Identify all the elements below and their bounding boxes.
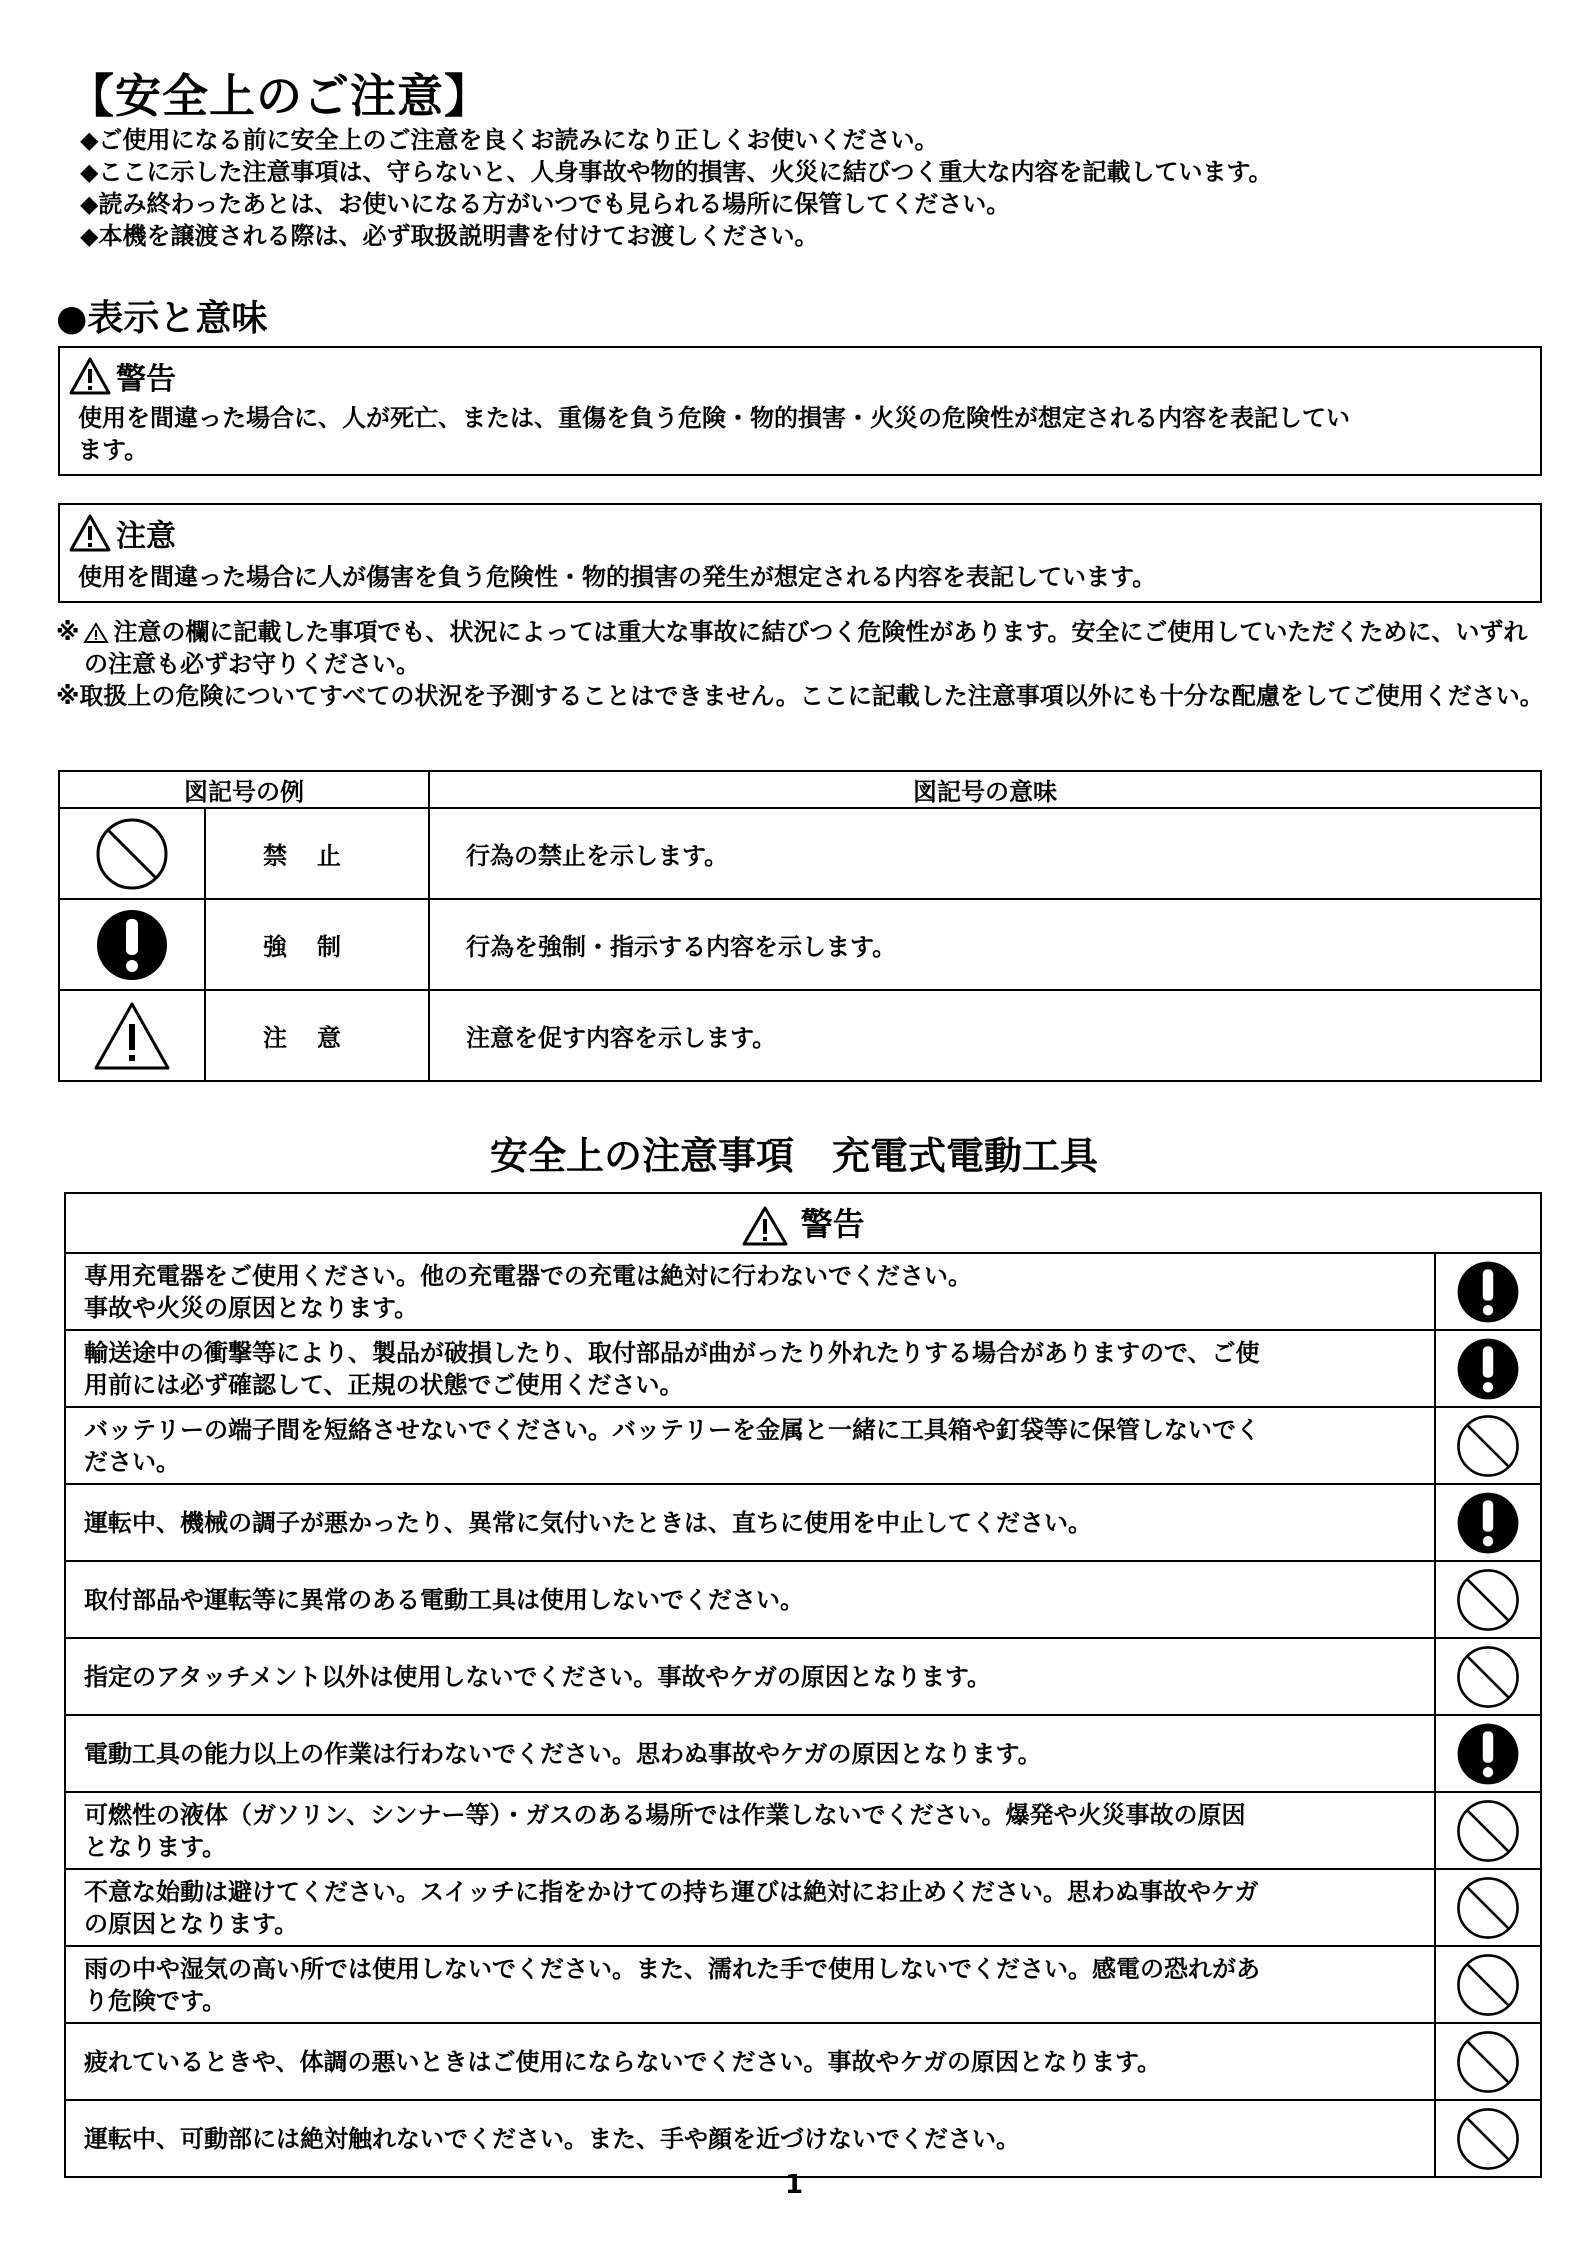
prohibition-icon xyxy=(1455,1952,1521,2018)
mandatory-icon xyxy=(1455,1490,1521,1556)
warning-definition-box xyxy=(58,346,1542,476)
mandatory-icon xyxy=(1455,1721,1521,1787)
symbol-desc: 注意を促す内容を示します。 xyxy=(429,990,1541,1081)
table-row xyxy=(65,1330,1541,1407)
header-example: 図記号の例 xyxy=(59,771,429,808)
text-line: 指定のアタッチメント以外は使用しないでください。事故やケガの原因となります。 xyxy=(84,1662,991,1691)
caution-triangle-icon xyxy=(741,1205,789,1247)
text-line: 輸送途中の衝撃等により、製品が破損したり、取付部品が曲がったり外れたりする場合がありますので、ご使 xyxy=(84,1338,1260,1367)
caution-heading-label: 注意 xyxy=(116,519,176,554)
prohibition-icon xyxy=(1455,1644,1521,1710)
caution-definition-text: 使用を間違った場合に人が傷害を負う危険性・物的損害の発生が想定される内容を表記しています。 xyxy=(78,563,1157,591)
page-number: 1 xyxy=(784,2170,804,2200)
table-row xyxy=(65,2100,1541,2177)
warning-symbol-cell xyxy=(1435,1946,1541,2023)
text-line: 雨の中や湿気の高い所では使用しないでください。また、濡れた手で使用しないでください。感電の恐れがあ xyxy=(84,1954,1260,1983)
warning-symbol-cell xyxy=(1435,1715,1541,1792)
table-row xyxy=(59,808,1541,899)
note-text: 注意の欄に記載した事項でも、状況によっては重大な事故に結びつく危険性があります。安全にご使用していただくために、いずれの注意も必ずお守りください。 xyxy=(84,618,1528,678)
symbol-desc: 行為の禁止を示します。 xyxy=(429,808,1541,899)
text-line: 電動工具の能力以上の作業は行わないでください。思わぬ事故やケガの原因となります。 xyxy=(84,1739,1042,1768)
warning-symbol-cell xyxy=(1435,2023,1541,2100)
warning-text xyxy=(65,1946,1435,2023)
prohibition-icon xyxy=(1455,1567,1521,1633)
text-line: 専用充電器をご使用ください。他の充電器での充電は絶対に行わないでください。 xyxy=(84,1261,972,1290)
mandatory-icon xyxy=(94,907,170,983)
note-1 xyxy=(56,616,1546,680)
intro-item: ◆読み終わったあとは、お使いになる方がいつでも見られる場所に保管してください。 xyxy=(80,190,1011,218)
warning-text xyxy=(65,1638,1435,1715)
warning-text xyxy=(65,1561,1435,1638)
text-line: 可燃性の液体（ガソリン、シンナー等）・ガスのある場所では作業しないでください。爆発や火災事故の原因 xyxy=(84,1800,1246,1829)
symbol-label: 注意 xyxy=(205,990,429,1081)
caution-heading xyxy=(68,511,176,555)
warning-text xyxy=(65,1253,1435,1330)
symbol-table xyxy=(58,770,1542,1082)
symbol-cell xyxy=(59,808,205,899)
warning-symbol-cell xyxy=(1435,1638,1541,1715)
intro-item: ◆ここに示した注意事項は、守らないと、人身事故や物的損害、火災に結びつく重大な内容を記載しています。 xyxy=(80,158,1273,186)
text-line: 使用を間違った場合に、人が死亡、または、重傷を負う危険・物的損害・火災の危険性が想定される内容を表記してい xyxy=(78,404,1350,432)
warning-heading xyxy=(68,354,176,398)
symbol-desc: 行為を強制・指示する内容を示します。 xyxy=(429,899,1541,990)
prohibition-icon xyxy=(1455,2029,1521,2095)
warning-symbol-cell xyxy=(1435,1561,1541,1638)
header-meaning: 図記号の意味 xyxy=(429,771,1541,808)
symbol-cell xyxy=(59,990,205,1081)
main-heading: 安全上の注意事項 充電式電動工具 xyxy=(489,1134,1098,1178)
page-title: 【安全上のご注意】 xyxy=(68,69,491,123)
symbol-cell xyxy=(59,899,205,990)
table-row xyxy=(65,1946,1541,2023)
caution-triangle-icon xyxy=(68,513,112,553)
warning-symbol-cell xyxy=(1435,1253,1541,1330)
prohibition-icon xyxy=(1455,2106,1521,2172)
warning-text xyxy=(65,1330,1435,1407)
warning-text xyxy=(65,1715,1435,1792)
warning-symbol-cell xyxy=(1435,2100,1541,2177)
table-row xyxy=(65,1561,1541,1638)
intro-list xyxy=(80,124,1273,252)
warning-text xyxy=(65,2023,1435,2100)
warning-text xyxy=(65,2100,1435,2177)
mandatory-icon xyxy=(1455,1259,1521,1325)
table-row xyxy=(65,1253,1541,1330)
caution-definition-box xyxy=(58,503,1542,603)
caution-triangle-icon xyxy=(68,356,112,396)
warning-text xyxy=(65,1792,1435,1869)
warning-table xyxy=(64,1192,1542,2178)
text-line: 運転中、可動部には絶対触れないでください。また、手や顔を近づけないでください。 xyxy=(84,2124,1020,2153)
note-2: ※取扱上の危険についてすべての状況を予測することはできません。ここに記載した注意事項以外にも十分な配慮をしてご使用ください。 xyxy=(56,682,1544,710)
table-row xyxy=(59,899,1541,990)
warning-definition-text xyxy=(78,402,1350,466)
text-line: 疲れているときや、体調の悪いときはご使用にならないでください。事故やケガの原因となります。 xyxy=(84,2047,1162,2076)
prohibition-icon xyxy=(1455,1413,1521,1479)
caution-triangle-icon xyxy=(83,622,109,644)
table-row xyxy=(65,1869,1541,1946)
warning-heading-label: 警告 xyxy=(116,362,176,397)
text-line: 運転中、機械の調子が悪かったり、異常に気付いたときは、直ちに使用を中止してください。 xyxy=(84,1508,1092,1537)
warning-symbol-cell xyxy=(1435,1792,1541,1869)
text-line: の原因となります。 xyxy=(84,1909,299,1938)
symbol-label: 強制 xyxy=(205,899,429,990)
text-line: バッテリーの端子間を短絡させないでください。バッテリーを金属と一緒に工具箱や釘袋等に保管しないでく xyxy=(84,1415,1260,1444)
prohibition-icon xyxy=(1455,1798,1521,1864)
warning-symbol-cell xyxy=(1435,1869,1541,1946)
text-line: ださい。 xyxy=(84,1447,180,1476)
table-row xyxy=(65,1638,1541,1715)
warning-text xyxy=(65,1484,1435,1561)
text-line: 用前には必ず確認して、正規の状態でご使用ください。 xyxy=(84,1370,684,1399)
warning-text xyxy=(65,1869,1435,1946)
warning-symbol-cell xyxy=(1435,1330,1541,1407)
symbol-label: 禁止 xyxy=(205,808,429,899)
table-row xyxy=(65,2023,1541,2100)
notes xyxy=(56,616,1546,712)
mandatory-icon xyxy=(1455,1336,1521,1402)
intro-item: ◆本機を譲渡される際は、必ず取扱説明書を付けてお渡しください。 xyxy=(80,222,819,250)
intro-item: ◆ご使用になる前に安全上のご注意を良くお読みになり正しくお使いください。 xyxy=(80,126,939,154)
text-line: 事故や火災の原因となります。 xyxy=(84,1293,419,1322)
text-line: となります。 xyxy=(84,1832,227,1861)
warning-table-title: 警告 xyxy=(800,1205,865,1243)
prohibition-icon xyxy=(1455,1875,1521,1941)
note-mark: ※ xyxy=(56,618,80,646)
table-row xyxy=(65,1715,1541,1792)
table-row xyxy=(65,1792,1541,1869)
table-row xyxy=(65,1407,1541,1484)
warning-table-header xyxy=(65,1193,1541,1253)
warning-symbol-cell xyxy=(1435,1407,1541,1484)
text-line: 不意な始動は避けてください。スイッチに指をかけての持ち運びは絶対にお止めください。思わぬ事故やケガ xyxy=(84,1877,1259,1906)
table-row xyxy=(59,990,1541,1081)
table-row xyxy=(65,1484,1541,1561)
warning-symbol-cell xyxy=(1435,1484,1541,1561)
text-line: ます。 xyxy=(78,436,149,464)
text-line: り危険です。 xyxy=(84,1986,227,2015)
prohibition-icon xyxy=(94,816,170,892)
caution-triangle-icon xyxy=(92,1000,172,1072)
section-title: ●表示と意味 xyxy=(56,298,268,339)
warning-text xyxy=(65,1407,1435,1484)
text-line: 取付部品や運転等に異常のある電動工具は使用しないでください。 xyxy=(84,1585,804,1614)
